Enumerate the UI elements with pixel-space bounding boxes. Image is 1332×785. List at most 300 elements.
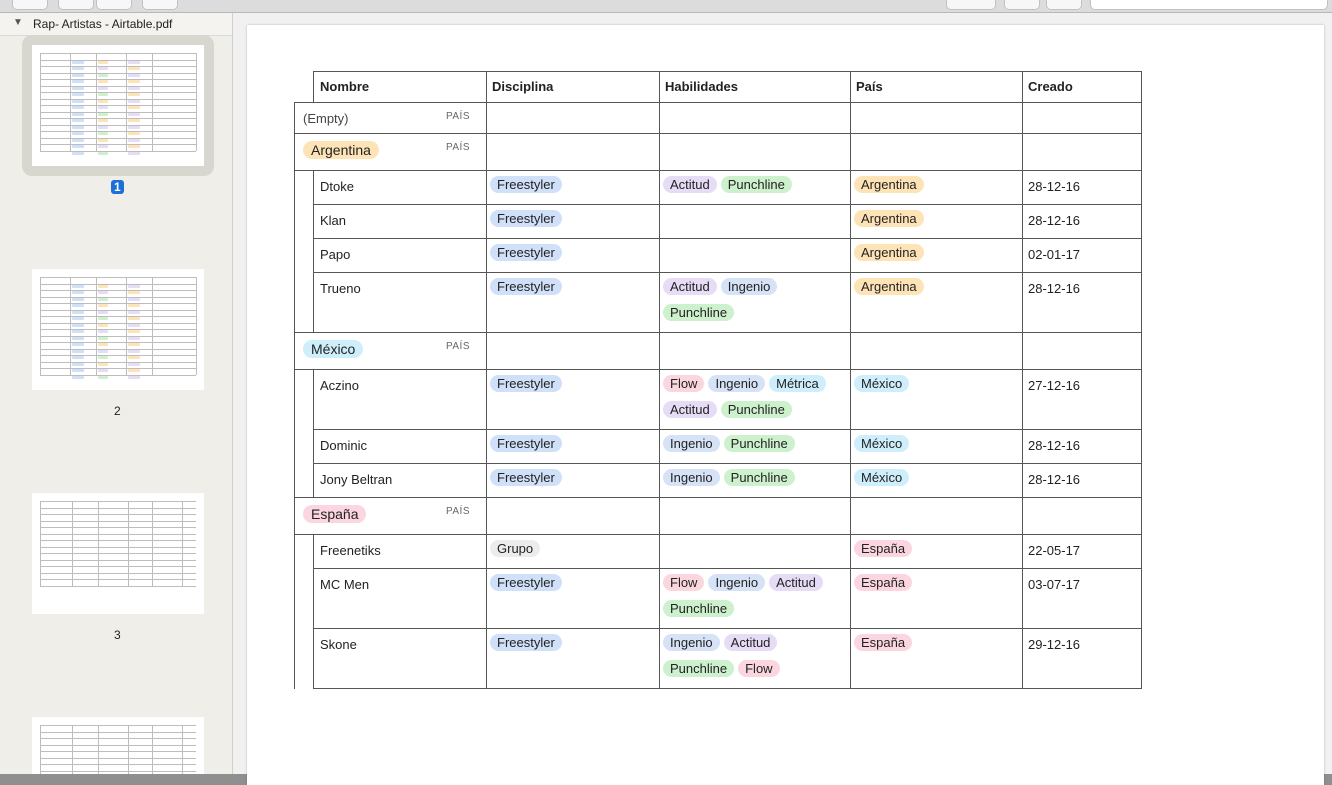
thumbnail-line	[128, 725, 129, 774]
thumbnail-tag	[98, 106, 108, 109]
thumbnail-tag	[72, 330, 84, 333]
habilidad-tag: Flow	[738, 660, 779, 677]
cell-disciplina[interactable]	[486, 272, 660, 333]
cell-disciplina[interactable]	[486, 534, 660, 569]
thumbnail-tag	[72, 356, 84, 359]
cell-creado-text: 03-07-17	[1028, 577, 1081, 592]
thumbnail-line	[40, 60, 196, 61]
cell-creado-text: 28-12-16	[1028, 281, 1081, 296]
thumbnail-tag	[128, 74, 140, 77]
cell-nombre[interactable]	[313, 238, 487, 273]
habilidad-tag: Actitud	[769, 574, 823, 591]
cell-habilidades[interactable]	[659, 534, 851, 569]
thumbnail-tag	[98, 356, 108, 359]
group-header-cell	[659, 497, 851, 535]
thumbnail-line	[70, 277, 71, 375]
thumbnail-tag	[72, 291, 84, 294]
thumbnail-tag	[72, 337, 84, 340]
habilidad-tag: Punchline	[721, 401, 792, 418]
thumbnail-sidebar	[0, 13, 233, 774]
thumbnail-line	[152, 725, 153, 774]
thumbnail-line	[40, 573, 196, 574]
thumbnail-tag	[72, 113, 84, 116]
thumbnail-line	[40, 508, 196, 509]
toolbar-button[interactable]	[946, 0, 996, 10]
search-field[interactable]	[1090, 0, 1328, 10]
group-label: (Empty)	[303, 111, 349, 126]
tag-list	[490, 278, 655, 304]
cell-pais[interactable]	[850, 369, 1023, 430]
cell-pais[interactable]	[850, 463, 1023, 498]
group-header-cell	[850, 102, 1023, 134]
thumbnail-tag	[72, 145, 84, 148]
toolbar-button[interactable]	[1004, 0, 1040, 10]
habilidad-tag: Flow	[663, 375, 704, 392]
thumbnail-tag	[128, 80, 140, 83]
pais-tag: España	[854, 634, 912, 651]
cell-habilidades[interactable]	[659, 238, 851, 273]
cell-pais[interactable]	[850, 170, 1023, 205]
disciplina-tag: Freestyler	[490, 435, 562, 452]
cell-nombre[interactable]	[313, 429, 487, 464]
tag-list	[854, 634, 1018, 660]
habilidad-tag: Ingenio	[721, 278, 778, 295]
cell-disciplina[interactable]	[486, 429, 660, 464]
pais-tag: Argentina	[854, 278, 924, 295]
tag-list	[490, 574, 655, 600]
thumbnail-tag	[98, 343, 108, 346]
thumbnail-line	[40, 501, 196, 502]
cell-creado[interactable]	[1022, 369, 1142, 430]
thumbnail-tag	[72, 87, 84, 90]
thumbnail-tag	[72, 369, 84, 372]
thumbnail-tag	[128, 311, 140, 314]
thumbnail-tag	[72, 61, 84, 64]
thumbnail-line	[40, 336, 196, 337]
tag-list	[854, 469, 1018, 495]
thumbnail-tag	[128, 113, 140, 116]
tag-list	[663, 469, 846, 495]
thumbnail-line	[40, 725, 41, 774]
thumbnail-line	[72, 725, 73, 774]
tag-list	[490, 244, 655, 270]
habilidad-tag: Ingenio	[663, 435, 720, 452]
thumbnail-tag	[98, 74, 108, 77]
tag-list	[490, 540, 655, 566]
thumbnail-line	[40, 92, 196, 93]
cell-nombre[interactable]	[313, 534, 487, 569]
cell-disciplina[interactable]	[486, 369, 660, 430]
pais-tag: México	[854, 469, 909, 486]
thumbnail-line	[40, 368, 196, 369]
thumbnail-line	[40, 725, 196, 726]
thumbnail-tag	[98, 376, 108, 379]
thumbnail-line	[96, 53, 97, 151]
disciplina-tag: Freestyler	[490, 469, 562, 486]
thumbnail-line	[72, 501, 73, 586]
thumbnail-line	[40, 738, 196, 739]
thumbnail-line	[40, 527, 196, 528]
thumbnail-tag	[72, 152, 84, 155]
thumbnail-tag	[98, 363, 108, 366]
tag-list	[663, 278, 846, 330]
cell-nombre[interactable]	[313, 272, 487, 333]
tag-list	[854, 375, 1018, 401]
thumbnail-line	[98, 725, 99, 774]
thumbnail-line	[40, 125, 196, 126]
group-label: México	[303, 340, 363, 358]
thumbnail-tag	[128, 317, 140, 320]
thumbnail-line	[40, 138, 196, 139]
group-header-cell	[1022, 133, 1142, 171]
cell-pais[interactable]	[850, 534, 1023, 569]
thumbnail-line	[40, 144, 196, 145]
disciplina-tag: Freestyler	[490, 210, 562, 227]
group-header[interactable]	[294, 332, 487, 370]
toolbar-button[interactable]	[1046, 0, 1082, 10]
cell-pais[interactable]	[850, 238, 1023, 273]
thumbnail-tag	[72, 298, 84, 301]
thumbnail-line	[40, 764, 196, 765]
thumbnail-page-image	[32, 717, 204, 774]
habilidad-tag: Ingenio	[663, 634, 720, 651]
cell-creado-text: 27-12-16	[1028, 378, 1081, 393]
thumbnail-tag	[98, 113, 108, 116]
cell-creado[interactable]	[1022, 628, 1142, 689]
cell-creado[interactable]	[1022, 429, 1142, 464]
pais-tag: México	[854, 435, 909, 452]
pais-tag: México	[854, 375, 909, 392]
thumbnail-line	[152, 277, 153, 375]
thumbnail-line	[40, 560, 196, 561]
group-bracket	[294, 332, 295, 498]
cell-creado[interactable]	[1022, 238, 1142, 273]
cell-creado[interactable]	[1022, 463, 1142, 498]
thumbnail-tag	[98, 291, 108, 294]
thumbnail-tag	[98, 87, 108, 90]
thumbnail-line	[40, 105, 196, 106]
thumbnail-tag	[98, 317, 108, 320]
thumbnail-line	[40, 586, 196, 587]
thumbnail-tag	[72, 93, 84, 96]
cell-disciplina[interactable]	[486, 568, 660, 629]
thumbnail-tag	[98, 350, 108, 353]
group-header-cell	[850, 332, 1023, 370]
cell-creado-text: 28-12-16	[1028, 472, 1081, 487]
group-header[interactable]	[294, 133, 487, 171]
cell-nombre[interactable]	[313, 568, 487, 629]
cell-disciplina[interactable]	[486, 628, 660, 689]
habilidad-tag: Ingenio	[708, 574, 765, 591]
cell-creado[interactable]	[1022, 534, 1142, 569]
thumbnail-tag	[72, 376, 84, 379]
thumbnail-line	[40, 540, 196, 541]
toolbar-button[interactable]	[58, 0, 94, 10]
cell-nombre-text: Dominic	[320, 438, 367, 453]
thumbnail-tag	[128, 93, 140, 96]
tag-list	[490, 469, 655, 495]
habilidad-tag: Actitud	[663, 176, 717, 193]
cell-habilidades[interactable]	[659, 369, 851, 430]
tag-list	[490, 176, 655, 202]
thumbnail-tag	[128, 350, 140, 353]
cell-creado[interactable]	[1022, 204, 1142, 239]
thumbnail-tag	[128, 61, 140, 64]
group-header-cell	[850, 133, 1023, 171]
thumbnail-line	[40, 303, 196, 304]
thumbnail-tag	[72, 100, 84, 103]
habilidad-tag: Punchline	[724, 435, 795, 452]
cell-creado[interactable]	[1022, 272, 1142, 333]
thumbnail-line	[40, 342, 196, 343]
habilidad-tag: Ingenio	[663, 469, 720, 486]
thumbnail-tag	[128, 139, 140, 142]
cell-habilidades[interactable]	[659, 204, 851, 239]
cell-habilidades[interactable]	[659, 170, 851, 205]
group-header-cell	[1022, 332, 1142, 370]
thumbnail-line	[40, 277, 41, 375]
cell-nombre[interactable]	[313, 628, 487, 689]
cell-creado-text: 28-12-16	[1028, 213, 1081, 228]
toolbar	[0, 0, 1332, 13]
cell-creado-text: 02-01-17	[1028, 247, 1081, 262]
group-header-cell	[659, 102, 851, 134]
thumbnail-line	[40, 86, 196, 87]
thumbnail-tag	[72, 126, 84, 129]
cell-nombre-text: Skone	[320, 637, 357, 652]
cell-habilidades[interactable]	[659, 272, 851, 333]
group-label: Argentina	[303, 141, 379, 159]
cell-nombre[interactable]	[313, 369, 487, 430]
cell-creado-text: 28-12-16	[1028, 438, 1081, 453]
thumbnail-tag	[72, 106, 84, 109]
tag-list	[490, 210, 655, 236]
cell-disciplina[interactable]	[486, 238, 660, 273]
thumbnail-page-number: 2	[114, 404, 121, 418]
group-header-cell	[486, 332, 660, 370]
thumbnail-line	[182, 725, 183, 774]
habilidad-tag: Punchline	[663, 304, 734, 321]
thumbnail-line	[40, 66, 196, 67]
group-header-cell	[1022, 102, 1142, 134]
thumbnail-line	[40, 53, 41, 151]
column-header-creado[interactable]: Creado	[1022, 71, 1142, 103]
thumbnail-tag	[128, 291, 140, 294]
cell-nombre-text: Dtoke	[320, 179, 354, 194]
group-header-cell	[486, 102, 660, 134]
thumbnail-line	[196, 277, 197, 375]
toolbar-button[interactable]	[96, 0, 132, 10]
thumbnail-tag	[128, 145, 140, 148]
cell-habilidades[interactable]	[659, 628, 851, 689]
cell-habilidades[interactable]	[659, 463, 851, 498]
thumbnail-page-image	[32, 45, 204, 166]
disciplina-tag: Freestyler	[490, 176, 562, 193]
habilidad-tag: Punchline	[663, 600, 734, 617]
thumbnail-tag	[128, 363, 140, 366]
group-field-name: PAÍS	[445, 506, 470, 517]
habilidad-tag: Actitud	[663, 278, 717, 295]
habilidad-tag: Punchline	[724, 469, 795, 486]
cell-creado[interactable]	[1022, 170, 1142, 205]
tag-list	[854, 278, 1018, 304]
thumbnail-line	[40, 355, 196, 356]
thumbnail-tag	[98, 337, 108, 340]
thumbnail-line	[40, 501, 41, 586]
thumbnail-line	[40, 362, 196, 363]
thumbnail-tag	[72, 363, 84, 366]
thumbnail-tag	[72, 311, 84, 314]
disclosure-triangle-icon[interactable]: ▼	[13, 17, 23, 28]
cell-nombre[interactable]	[313, 204, 487, 239]
column-header-país[interactable]: País	[850, 71, 1023, 103]
habilidad-tag: Flow	[663, 574, 704, 591]
thumbnail-line	[40, 118, 196, 119]
group-header-cell	[850, 497, 1023, 535]
thumbnail-tag	[98, 145, 108, 148]
thumbnail-tag	[98, 119, 108, 122]
tag-list	[490, 435, 655, 461]
thumbnail-tag	[128, 343, 140, 346]
cell-creado-text: 28-12-16	[1028, 179, 1081, 194]
cell-pais[interactable]	[850, 272, 1023, 333]
cell-disciplina[interactable]	[486, 204, 660, 239]
thumbnail-line	[96, 277, 97, 375]
thumbnail-line	[40, 732, 196, 733]
thumbnail-line	[40, 566, 196, 567]
toolbar-button[interactable]	[12, 0, 48, 10]
disciplina-tag: Grupo	[490, 540, 540, 557]
group-header-cell	[659, 332, 851, 370]
cell-creado-text: 22-05-17	[1028, 543, 1081, 558]
pais-tag: España	[854, 574, 912, 591]
thumbnail-tag	[72, 80, 84, 83]
cell-nombre-text: Freenetiks	[320, 543, 381, 558]
thumbnail-tag	[98, 80, 108, 83]
thumbnail-tag	[72, 119, 84, 122]
thumbnail-tag	[98, 298, 108, 301]
thumbnail-line	[40, 131, 196, 132]
cell-pais[interactable]	[850, 204, 1023, 239]
group-header-empty[interactable]	[294, 102, 487, 134]
thumbnail-line	[40, 758, 196, 759]
toolbar-button[interactable]	[142, 0, 178, 10]
thumbnail-line	[40, 316, 196, 317]
thumbnail-tag	[98, 126, 108, 129]
thumbnail-tag	[98, 369, 108, 372]
thumbnail-line	[40, 375, 196, 376]
tag-list	[663, 634, 846, 686]
cell-habilidades[interactable]	[659, 568, 851, 629]
thumbnail-line	[70, 53, 71, 151]
thumbnail-line	[40, 329, 196, 330]
column-header-disciplina[interactable]: Disciplina	[486, 71, 660, 103]
thumbnail-tag	[128, 337, 140, 340]
tag-list	[490, 375, 655, 401]
tag-list	[490, 634, 655, 660]
thumbnail-line	[126, 277, 127, 375]
cell-pais[interactable]	[850, 429, 1023, 464]
thumbnail-line	[40, 277, 196, 278]
thumbnail-tag	[72, 324, 84, 327]
thumbnail-line	[40, 99, 196, 100]
column-header-nombre[interactable]: Nombre	[313, 71, 487, 103]
group-header-cell	[486, 497, 660, 535]
pais-tag: Argentina	[854, 210, 924, 227]
thumbnail-tag	[98, 132, 108, 135]
thumbnail-line	[40, 534, 196, 535]
thumbnail-tag	[128, 100, 140, 103]
disciplina-tag: Freestyler	[490, 574, 562, 591]
cell-habilidades[interactable]	[659, 429, 851, 464]
thumbnail-line	[40, 521, 196, 522]
group-header[interactable]	[294, 497, 487, 535]
thumbnail-line	[40, 53, 196, 54]
group-bracket	[294, 133, 295, 333]
thumbnail-line	[40, 112, 196, 113]
thumbnail-line	[40, 553, 196, 554]
thumbnail-tag	[98, 324, 108, 327]
group-field-name: PAÍS	[445, 341, 470, 352]
thumbnail-tag	[98, 311, 108, 314]
cell-nombre-text: Papo	[320, 247, 351, 262]
tag-list	[663, 574, 846, 626]
tag-list	[854, 244, 1018, 270]
thumbnail-tag	[128, 330, 140, 333]
cell-pais[interactable]	[850, 568, 1023, 629]
thumbnail-line	[196, 53, 197, 151]
tag-list	[854, 435, 1018, 461]
cell-creado[interactable]	[1022, 568, 1142, 629]
thumbnail-line	[40, 79, 196, 80]
cell-pais[interactable]	[850, 628, 1023, 689]
thumbnail-page-number: 3	[114, 628, 121, 642]
thumbnail-tag	[128, 285, 140, 288]
thumbnail-tag	[98, 93, 108, 96]
cell-nombre[interactable]	[313, 463, 487, 498]
thumbnail-tag	[128, 87, 140, 90]
habilidad-tag: Métrica	[769, 375, 826, 392]
tag-list	[663, 375, 846, 427]
thumbnail-tag	[128, 376, 140, 379]
cell-nombre-text: MC Men	[320, 577, 370, 592]
thumbnail-line	[40, 151, 196, 152]
cell-disciplina[interactable]	[486, 463, 660, 498]
column-header-habilidades[interactable]: Habilidades	[659, 71, 851, 103]
thumbnail-tag	[72, 285, 84, 288]
thumbnail-tag	[72, 139, 84, 142]
thumbnail-tag	[128, 304, 140, 307]
thumbnail-line	[40, 751, 196, 752]
thumbnail-tag	[72, 74, 84, 77]
thumbnail-line	[98, 501, 99, 586]
thumbnail-line	[40, 514, 196, 515]
tag-list	[854, 540, 1018, 566]
thumbnail-line	[128, 501, 129, 586]
cell-disciplina[interactable]	[486, 170, 660, 205]
thumbnail-page-image	[32, 493, 204, 614]
tag-list	[854, 176, 1018, 202]
thumbnail-line	[40, 771, 196, 772]
thumbnail-tag	[128, 369, 140, 372]
sidebar-header	[0, 13, 232, 36]
thumbnail-tag	[72, 304, 84, 307]
thumbnail-tag	[72, 317, 84, 320]
thumbnail-line	[126, 53, 127, 151]
pais-tag: Argentina	[854, 176, 924, 193]
cell-nombre[interactable]	[313, 170, 487, 205]
thumbnail-line	[40, 745, 196, 746]
